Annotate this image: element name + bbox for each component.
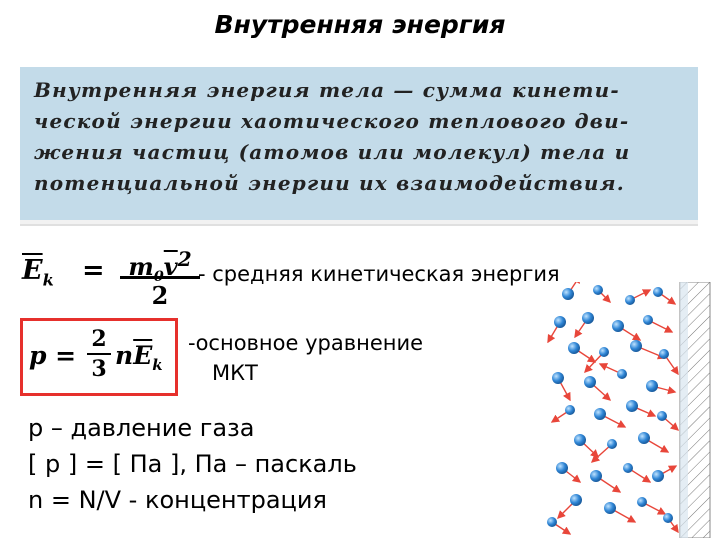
molecule <box>568 342 580 354</box>
molecule <box>552 372 564 384</box>
molecules-group <box>547 282 678 534</box>
molecule <box>646 380 658 392</box>
molecule <box>623 463 633 473</box>
note-units: [ p ] = [ Па ], Па – паскаль <box>28 450 357 478</box>
molecule <box>638 432 650 444</box>
molecule <box>612 320 624 332</box>
molecule <box>659 349 669 359</box>
formula-lhs: $\overline{E}_k$ <box>22 255 54 290</box>
pressure-formula-box <box>20 318 178 396</box>
molecule <box>574 434 586 446</box>
fraction-denominator: 3 <box>91 356 107 382</box>
kinetic-energy-formula <box>22 243 192 313</box>
molecule <box>565 405 575 415</box>
molecule <box>547 517 557 527</box>
note-pressure: p – давление газа <box>28 414 255 442</box>
formula-lhs: p = <box>29 341 77 370</box>
definition-text <box>34 75 694 199</box>
definition-line: потенциальной энергии их взаимодействия. <box>34 171 625 195</box>
description-line: МКТ <box>212 361 258 385</box>
molecule <box>663 513 673 523</box>
fraction-numerator: 2 <box>91 326 107 352</box>
molecule <box>607 439 617 449</box>
molecule <box>556 462 568 474</box>
molecule <box>637 497 647 507</box>
molecule <box>626 400 638 412</box>
definition-line: Внутренняя энергия тела — сумма кинети- <box>34 78 620 102</box>
molecule <box>570 494 582 506</box>
gas-molecules-wall-illustration <box>540 282 715 538</box>
formula-fraction <box>120 243 200 311</box>
molecule <box>643 315 653 325</box>
formula-rhs: $n\overline{E}_k$ <box>115 341 163 374</box>
fraction-numerator: $m_0\overline{v}^2$ <box>128 247 192 285</box>
definition-line: ческой энергии хаотического теплового дви- <box>34 109 630 133</box>
molecule <box>630 340 642 352</box>
formula-fraction <box>87 325 111 383</box>
kinetic-energy-description: - средняя кинетическая энергия <box>198 262 560 286</box>
molecule <box>653 287 663 297</box>
molecule <box>562 288 574 300</box>
note-concentration: n = N/V - концентрация <box>28 486 327 514</box>
definition-line: жения частиц (атомов или молекул) тела и <box>34 140 631 164</box>
definition-box <box>20 67 698 224</box>
notes-list <box>28 410 357 518</box>
fraction-denominator: 2 <box>151 281 169 310</box>
molecule <box>657 411 667 421</box>
molecule <box>652 470 664 482</box>
molecule <box>554 316 566 328</box>
formula-equals: = <box>82 255 105 286</box>
molecule <box>582 312 594 324</box>
molecule <box>590 470 602 482</box>
molecule <box>617 369 627 379</box>
page-title: Внутренняя энергия <box>214 10 506 39</box>
molecule <box>599 347 609 357</box>
mkt-equation-description <box>188 328 528 388</box>
molecule <box>604 502 616 514</box>
molecule <box>594 408 606 420</box>
molecule <box>593 285 603 295</box>
molecule <box>584 376 596 388</box>
description-line: -основное уравнение <box>188 331 424 355</box>
molecule <box>625 295 635 305</box>
